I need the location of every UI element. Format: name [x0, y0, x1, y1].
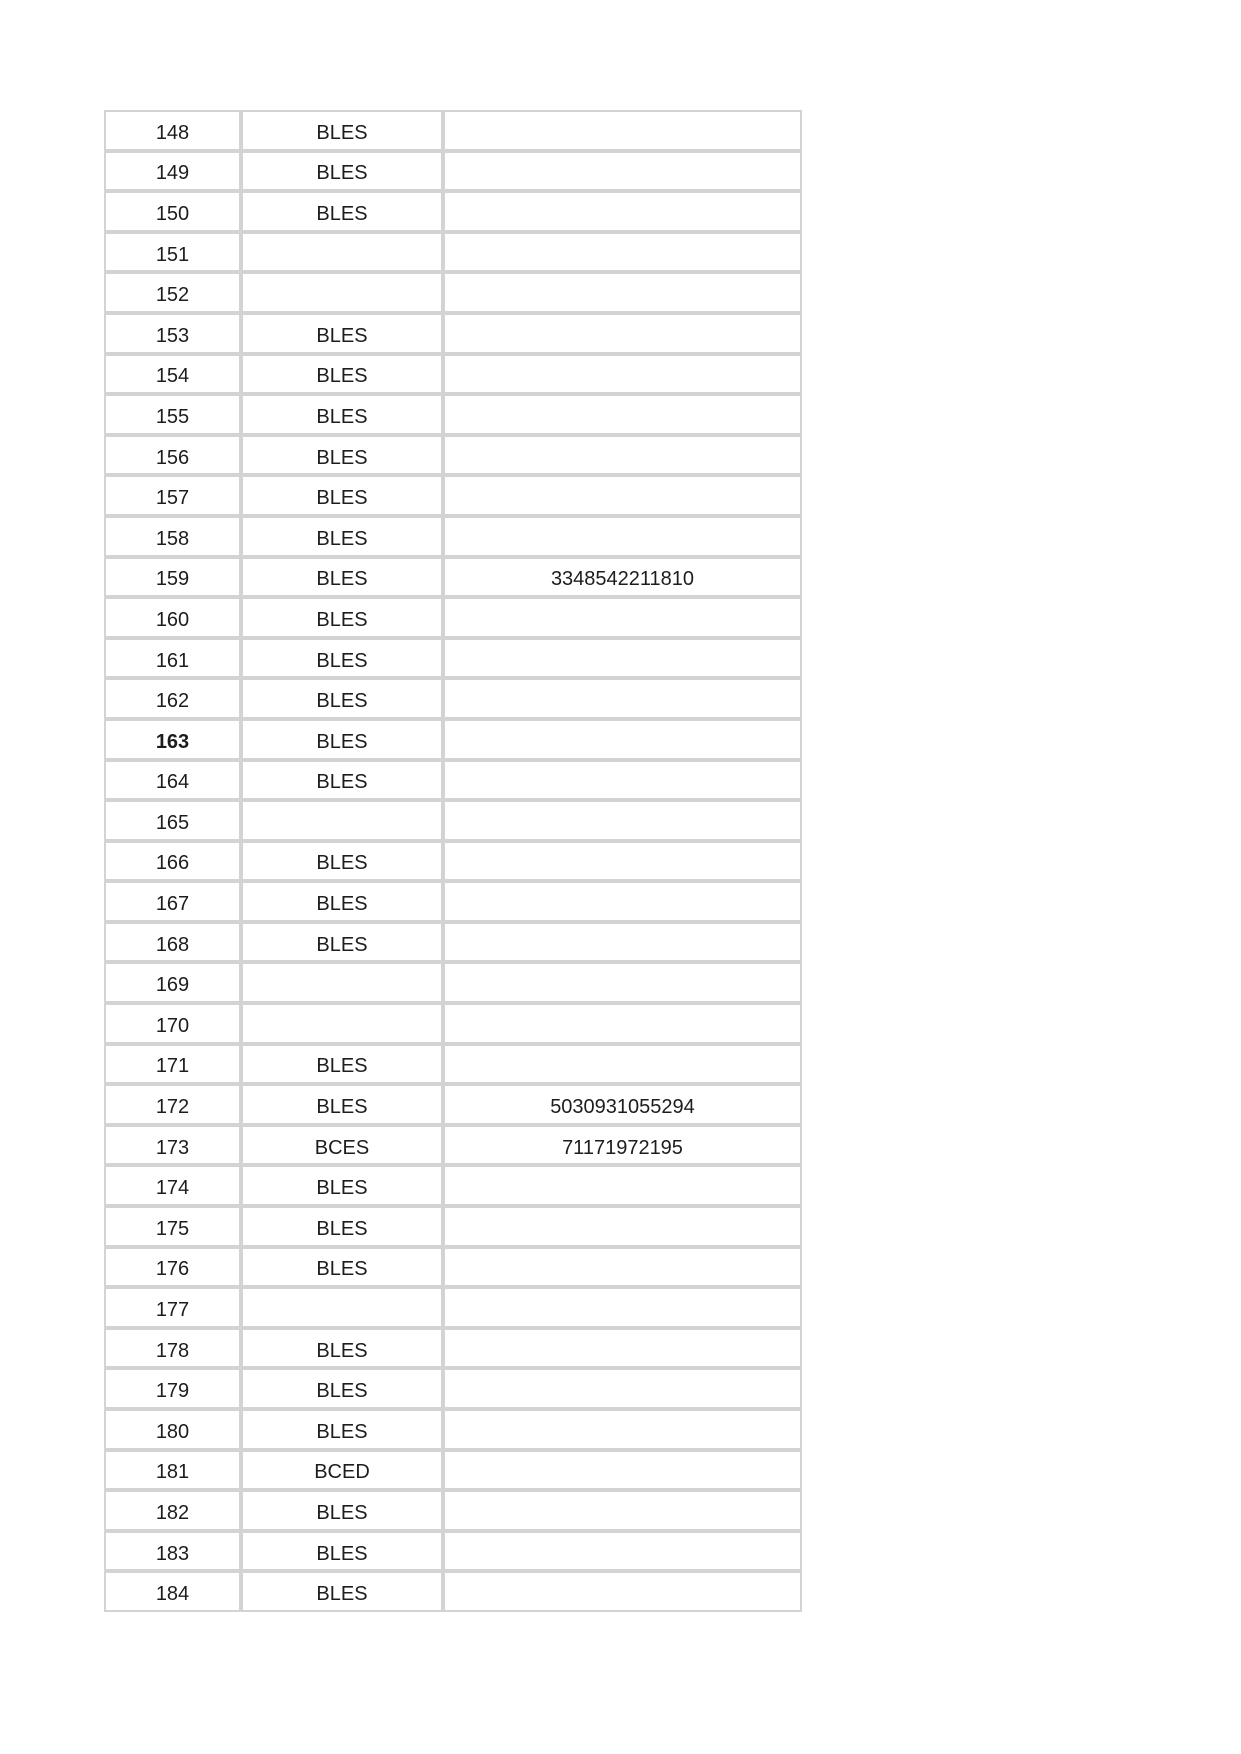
row-number-cell: 150	[104, 191, 241, 232]
table-row	[104, 516, 802, 557]
reference-number-cell	[443, 962, 802, 1003]
code-cell: BLES	[241, 557, 443, 598]
row-number-cell: 149	[104, 151, 241, 192]
reference-number-cell	[443, 922, 802, 963]
table-row	[104, 151, 802, 192]
row-number-cell: 173	[104, 1125, 241, 1166]
code-cell: BLES	[241, 1084, 443, 1125]
code-cell: BLES	[241, 841, 443, 882]
table-row	[104, 110, 802, 151]
code-cell: BLES	[241, 151, 443, 192]
row-number-cell: 174	[104, 1165, 241, 1206]
row-number-cell: 179	[104, 1368, 241, 1409]
reference-number-cell	[443, 313, 802, 354]
table-row	[104, 191, 802, 232]
row-number-cell: 167	[104, 881, 241, 922]
table-row	[104, 760, 802, 801]
table-row	[104, 1571, 802, 1612]
table-row	[104, 475, 802, 516]
code-cell: BCED	[241, 1450, 443, 1491]
code-cell: BLES	[241, 110, 443, 151]
table-row	[104, 922, 802, 963]
row-number-cell: 165	[104, 800, 241, 841]
table-row	[104, 1531, 802, 1572]
reference-number-cell	[443, 1571, 802, 1612]
code-cell	[241, 272, 443, 313]
reference-number-cell	[443, 1165, 802, 1206]
code-cell: BLES	[241, 1328, 443, 1369]
row-number-cell: 161	[104, 638, 241, 679]
reference-number-cell	[443, 1490, 802, 1531]
row-number-cell: 153	[104, 313, 241, 354]
row-number-cell: 168	[104, 922, 241, 963]
code-cell	[241, 232, 443, 273]
table-row	[104, 1125, 802, 1166]
row-number-cell: 163	[104, 719, 241, 760]
code-cell: BLES	[241, 1409, 443, 1450]
code-cell	[241, 1003, 443, 1044]
code-cell: BLES	[241, 678, 443, 719]
table-body	[104, 110, 802, 1612]
reference-number-cell	[443, 232, 802, 273]
row-number-cell: 162	[104, 678, 241, 719]
reference-number-cell	[443, 760, 802, 801]
table-row	[104, 1206, 802, 1247]
code-cell: BCES	[241, 1125, 443, 1166]
row-number-cell: 152	[104, 272, 241, 313]
reference-number-cell	[443, 151, 802, 192]
row-number-cell: 180	[104, 1409, 241, 1450]
reference-number-cell: 3348542211810	[443, 557, 802, 598]
reference-number-cell	[443, 110, 802, 151]
row-number-cell: 164	[104, 760, 241, 801]
reference-number-cell	[443, 354, 802, 395]
code-cell: BLES	[241, 719, 443, 760]
row-number-cell: 178	[104, 1328, 241, 1369]
table-row	[104, 638, 802, 679]
row-number-cell: 175	[104, 1206, 241, 1247]
row-number-cell: 160	[104, 597, 241, 638]
code-cell	[241, 800, 443, 841]
table-row	[104, 962, 802, 1003]
code-cell: BLES	[241, 1044, 443, 1085]
table-row	[104, 272, 802, 313]
row-number-cell: 158	[104, 516, 241, 557]
reference-number-cell	[443, 1247, 802, 1288]
reference-number-cell	[443, 516, 802, 557]
reference-number-cell	[443, 1450, 802, 1491]
row-number-cell: 169	[104, 962, 241, 1003]
table-row	[104, 1287, 802, 1328]
row-number-cell: 171	[104, 1044, 241, 1085]
reference-number-cell	[443, 1206, 802, 1247]
reference-number-cell	[443, 597, 802, 638]
table-row	[104, 557, 802, 598]
table-row	[104, 1044, 802, 1085]
table-row	[104, 1165, 802, 1206]
row-number-cell: 156	[104, 435, 241, 476]
table-row	[104, 841, 802, 882]
table-row	[104, 881, 802, 922]
table-row	[104, 800, 802, 841]
code-cell	[241, 1287, 443, 1328]
reference-number-cell	[443, 1287, 802, 1328]
table-row	[104, 232, 802, 273]
row-number-cell: 148	[104, 110, 241, 151]
reference-number-cell	[443, 881, 802, 922]
table-row	[104, 354, 802, 395]
code-cell: BLES	[241, 191, 443, 232]
data-table	[104, 110, 802, 1612]
row-number-cell: 183	[104, 1531, 241, 1572]
table-row	[104, 1490, 802, 1531]
reference-number-cell	[443, 475, 802, 516]
reference-number-cell	[443, 1003, 802, 1044]
code-cell: BLES	[241, 597, 443, 638]
table-row	[104, 1084, 802, 1125]
code-cell: BLES	[241, 1247, 443, 1288]
reference-number-cell	[443, 638, 802, 679]
row-number-cell: 157	[104, 475, 241, 516]
reference-number-cell	[443, 719, 802, 760]
table-row	[104, 597, 802, 638]
code-cell: BLES	[241, 1206, 443, 1247]
table-row	[104, 1450, 802, 1491]
code-cell: BLES	[241, 1490, 443, 1531]
row-number-cell: 172	[104, 1084, 241, 1125]
reference-number-cell: 71171972195	[443, 1125, 802, 1166]
reference-number-cell	[443, 394, 802, 435]
table-row	[104, 435, 802, 476]
table-row	[104, 1247, 802, 1288]
row-number-cell: 159	[104, 557, 241, 598]
row-number-cell: 166	[104, 841, 241, 882]
code-cell: BLES	[241, 394, 443, 435]
code-cell: BLES	[241, 1571, 443, 1612]
row-number-cell: 181	[104, 1450, 241, 1491]
row-number-cell: 151	[104, 232, 241, 273]
code-cell: BLES	[241, 354, 443, 395]
code-cell: BLES	[241, 760, 443, 801]
code-cell: BLES	[241, 516, 443, 557]
row-number-cell: 176	[104, 1247, 241, 1288]
code-cell: BLES	[241, 313, 443, 354]
table-row	[104, 678, 802, 719]
reference-number-cell	[443, 1044, 802, 1085]
row-number-cell: 184	[104, 1571, 241, 1612]
code-cell: BLES	[241, 475, 443, 516]
table-row	[104, 1409, 802, 1450]
reference-number-cell	[443, 841, 802, 882]
table-row	[104, 1328, 802, 1369]
reference-number-cell	[443, 1368, 802, 1409]
table-row	[104, 1368, 802, 1409]
reference-number-cell	[443, 435, 802, 476]
code-cell: BLES	[241, 922, 443, 963]
row-number-cell: 177	[104, 1287, 241, 1328]
row-number-cell: 170	[104, 1003, 241, 1044]
reference-number-cell	[443, 272, 802, 313]
reference-number-cell	[443, 800, 802, 841]
table-row	[104, 394, 802, 435]
row-number-cell: 182	[104, 1490, 241, 1531]
reference-number-cell	[443, 678, 802, 719]
code-cell: BLES	[241, 1368, 443, 1409]
row-number-cell: 155	[104, 394, 241, 435]
table-row	[104, 313, 802, 354]
row-number-cell: 154	[104, 354, 241, 395]
code-cell: BLES	[241, 435, 443, 476]
reference-number-cell	[443, 1328, 802, 1369]
code-cell: BLES	[241, 638, 443, 679]
code-cell: BLES	[241, 881, 443, 922]
reference-number-cell	[443, 1409, 802, 1450]
code-cell: BLES	[241, 1165, 443, 1206]
reference-number-cell: 5030931055294	[443, 1084, 802, 1125]
code-cell	[241, 962, 443, 1003]
code-cell: BLES	[241, 1531, 443, 1572]
table-row	[104, 719, 802, 760]
table-row	[104, 1003, 802, 1044]
reference-number-cell	[443, 1531, 802, 1572]
reference-number-cell	[443, 191, 802, 232]
